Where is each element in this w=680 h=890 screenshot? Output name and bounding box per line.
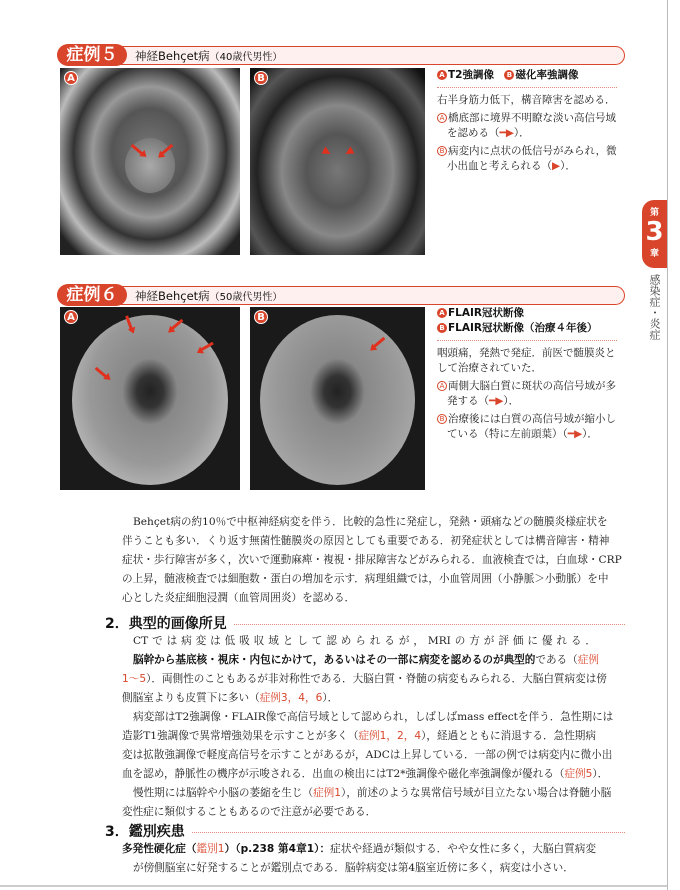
cross-reference: 鑑別1	[196, 843, 225, 855]
text-segment: 心とした炎症細胞浸潤（血管周囲炎）を認める．	[122, 592, 356, 604]
chapter-name: 感染症・炎症	[648, 274, 661, 340]
cross-reference: 症例1	[313, 787, 342, 799]
caption-title	[437, 306, 617, 321]
section-3-heading	[105, 821, 625, 841]
text-line	[122, 670, 607, 689]
text-segment: 血を認め，静脈性の機序が示唆される．出血の検出にはT2*強調像や磁化率強調像が優れる（	[122, 768, 565, 780]
case-summary: 咽頭痛，発熱で発症．前医で髄膜炎として治療されていた．	[437, 347, 616, 374]
image-label: B	[254, 310, 268, 324]
text-segment: 変性症に類似することもあるので注意が必要である．	[122, 806, 377, 818]
text-segment: ），前述のような異常信号域が目立たない場合は脊髄小脳	[341, 787, 612, 799]
bold-text: 多発性硬化症（	[122, 843, 197, 855]
text-segment: 側脳室よりも皮質下に多い（	[122, 692, 260, 704]
bold-text: ）（p.238 第4章1）：	[224, 843, 331, 855]
arrow-icon: ━▶	[567, 428, 583, 440]
text-line	[122, 727, 596, 746]
text-segment: 造影T1強調像で異常増強効果を示すことが多く（	[122, 730, 359, 742]
case-title	[135, 288, 282, 304]
arrowhead-icon	[344, 147, 355, 158]
text-line	[122, 784, 612, 803]
section-3-body	[122, 840, 596, 878]
case-6-header	[57, 284, 625, 306]
label-b-icon: B	[437, 414, 447, 424]
label-a-icon: A	[437, 381, 447, 391]
case-5-header	[57, 44, 625, 66]
chapter-prefix: 第	[649, 208, 659, 218]
case-6-caption	[437, 306, 617, 445]
label-a-icon: A	[437, 113, 447, 123]
label-a-icon: A	[437, 308, 447, 318]
caption-title	[437, 321, 617, 336]
text-line	[122, 689, 596, 708]
text-segment: CTでは病変は低吸収域として認められるが，MRIの方が評価に優れる．	[133, 635, 596, 647]
text-segment: 慢性期には脳幹や小脳の萎縮を生じ（	[133, 787, 314, 799]
case-badge: 症例５	[57, 44, 127, 66]
caption-item	[437, 412, 617, 442]
caption-text: 治療後には白質の高信号域が縮小している（特に左前頭葉）（	[447, 413, 616, 440]
text-line	[122, 765, 609, 784]
case-disease: 神経Behçet病	[135, 49, 210, 63]
mri-image-case6-a	[60, 307, 240, 490]
label-b-icon: B	[437, 146, 447, 156]
section-2-body	[122, 632, 614, 822]
cross-reference: 症例5	[564, 768, 593, 780]
text-segment: 病変部はT2強調像・FLAIR像で高信号域として認められ，しばしばmass effectを伴う．急性期には	[133, 711, 614, 723]
case-age: （40歳代男性）	[209, 52, 283, 63]
cross-reference: 症例	[577, 654, 599, 666]
arrow-icon: ━▶	[489, 395, 504, 407]
caption-sequence: FLAIR冠状断像（治療４年後）	[448, 322, 598, 334]
caption-text: 病変内に点状の低信号がみられ，微小出血と考えられる（	[447, 145, 617, 172]
caption-sequence: 磁化率強調像	[515, 69, 579, 81]
image-label: B	[254, 71, 268, 85]
text-segment: ）．両側性のこともあるが非対称性である．大脳白質・脊髄の病変もみられる．大脳白質病変は傍	[146, 673, 607, 685]
text-segment: 症状や経過が類似する．やや女性に多く，大脳白質病変	[330, 843, 596, 855]
cross-reference: 症例1，2，4	[358, 730, 422, 742]
arrowhead-icon: ▶	[552, 160, 561, 172]
section-heading: 3．鑑別疾患	[105, 821, 191, 841]
case-badge: 症例６	[57, 284, 127, 306]
image-label: A	[64, 71, 78, 85]
image-label: A	[64, 310, 78, 324]
caption-sequence: T2強調像	[448, 69, 494, 81]
text-line	[122, 551, 622, 570]
caption-text: 橋底部に境界不明瞭な淡い高信号域を認める（	[447, 112, 616, 139]
page-bottom-line	[0, 885, 667, 887]
text-line	[122, 840, 596, 859]
text-segment: Behçet病の約10％で中枢神経病変を伴う．比較的急性に発症し，発熱・頭痛などの髄膜炎様症状を	[133, 516, 608, 528]
text-segment: 症状・歩行障害が多く，次いで運動麻痺・複視・排尿障害などがみられる．血液検査では，白血球・CRP	[122, 554, 622, 566]
caption-text: 両側大脳白質に斑状の高信号域が多発する（	[447, 380, 616, 407]
text-line	[122, 651, 599, 670]
text-line	[122, 513, 608, 532]
chapter-number: 3	[645, 217, 664, 247]
mri-image-case6-b	[250, 307, 425, 490]
case-title	[135, 48, 282, 64]
caption-item	[437, 111, 617, 141]
cross-reference: 症例3，4，6	[259, 692, 323, 704]
label-b-icon: B	[437, 323, 447, 333]
text-segment: である（	[535, 654, 578, 666]
text-line	[122, 532, 610, 551]
text-segment: が傍側脳室に好発することが鑑別点である．脳幹病変は第4脳室近傍に多く，病変は小さい．	[133, 862, 574, 874]
text-line	[122, 859, 596, 878]
text-line	[122, 746, 613, 765]
case-age: （50歳代男性）	[209, 292, 283, 303]
cross-reference: 1～5	[122, 673, 147, 685]
arrowhead-icon	[322, 147, 333, 158]
caption-end: ）．	[582, 428, 598, 440]
section-2-heading	[105, 613, 625, 633]
text-line	[122, 589, 596, 608]
label-a-icon: A	[437, 70, 447, 80]
text-segment: 伴うことも多い．くり返す無菌性髄膜炎の原因としても重要である．初発症状としては構音障害・精神	[122, 535, 610, 547]
text-segment: の上昇，髄液検査では細胞数・蛋白の増加を示す．病理組織では，小血管周囲（小静脈＞小動脈）を中	[122, 573, 609, 585]
section-heading: 2．典型的画像所見	[105, 613, 233, 633]
caption-sequence: FLAIR冠状断像	[448, 307, 524, 319]
text-segment: 変は拡散強調像で軽度高信号を示すことがあるが，ADCは上昇している．一部の例では病変内に微小出	[122, 749, 613, 761]
bold-text: 脳幹から基底核・視床・内包にかけて，あるいはその一部に病変を認めるのが典型的	[133, 654, 536, 666]
caption-item	[437, 379, 617, 409]
case-summary: 右半身筋力低下，構音障害を認める．	[437, 94, 616, 106]
caption-item	[437, 144, 617, 174]
caption-end: ）．	[560, 160, 576, 172]
text-line	[122, 708, 614, 727]
text-segment: ）．	[322, 692, 339, 704]
chapter-tab	[642, 200, 667, 268]
intro-paragraph	[122, 513, 622, 608]
text-line	[122, 632, 596, 651]
page-edge-line	[667, 0, 668, 890]
text-line	[122, 803, 596, 822]
text-segment: ）．	[592, 768, 609, 780]
caption-end: ）．	[513, 127, 530, 139]
case-5-caption	[437, 68, 617, 177]
caption-end: ）．	[503, 395, 520, 407]
mri-image-case5-b	[250, 68, 425, 255]
case-disease: 神経Behçet病	[135, 289, 210, 303]
text-segment: ），経過とともに消退する．急性期病	[421, 730, 596, 742]
chapter-suffix: 章	[649, 249, 659, 259]
text-line	[122, 570, 609, 589]
mri-image-case5-a	[60, 68, 240, 255]
label-b-icon: B	[504, 70, 514, 80]
caption-title	[437, 68, 617, 83]
arrow-icon: ━▶	[499, 127, 514, 139]
